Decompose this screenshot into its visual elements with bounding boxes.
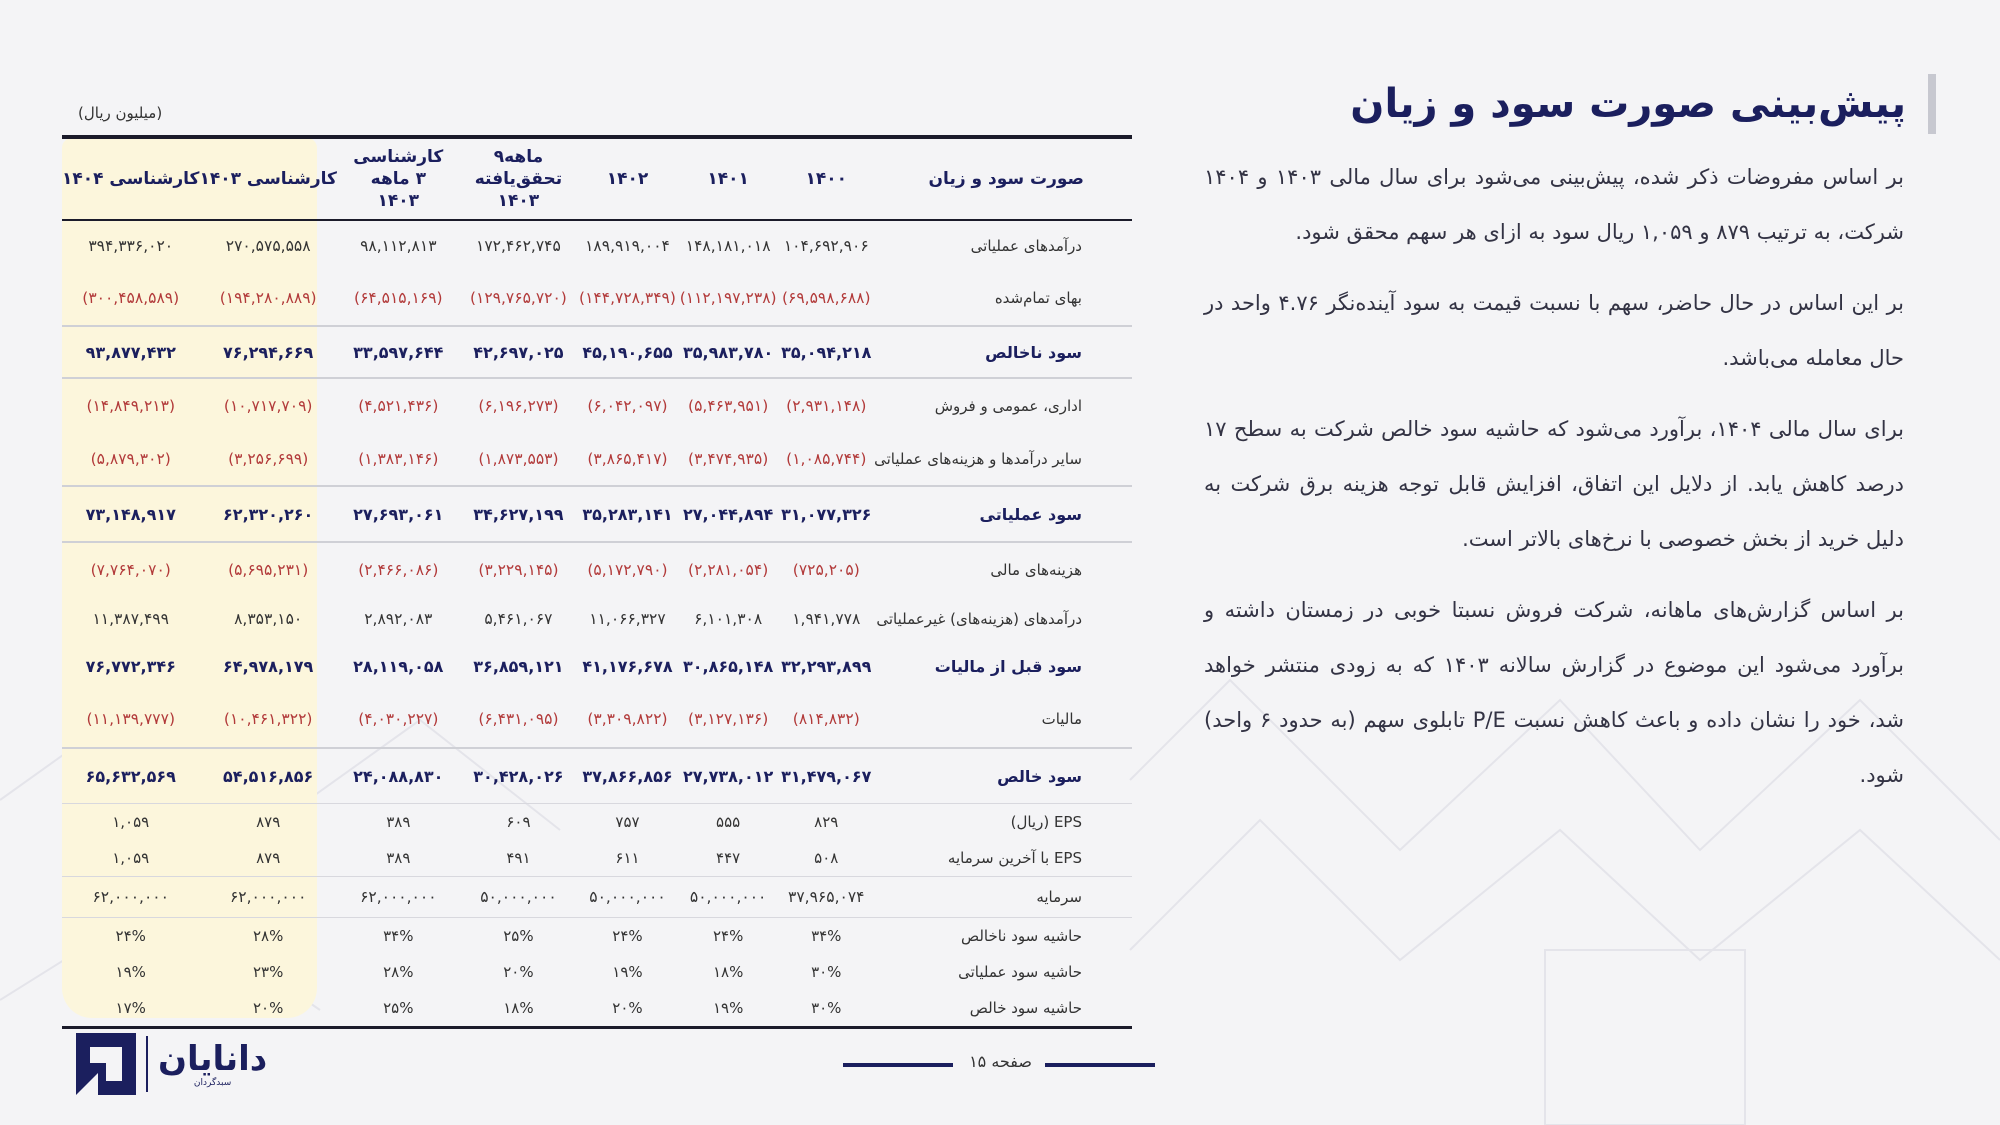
table-cell: (۱,۸۷۳,۵۵۳) [460,433,577,486]
table-cell: ۵,۴۶۱,۰۶۷ [484,610,553,628]
page-title: پیش‌بینی صورت سود و زیان [1350,81,1906,127]
table-cell: ۲۴% [712,927,744,945]
table-cell: (۶۹,۵۹۸,۶۸۸) [778,271,874,326]
table-cell: ۲۰% [577,990,678,1028]
table-cell: ۲۸% [383,963,414,981]
table-cell: ۶۵,۶۳۲,۵۶۹ [62,748,199,804]
title-accent-bar [1928,74,1936,134]
row-label: سود ناخالص [874,326,1132,378]
table-header-row [62,137,1132,220]
row-label: حاشیه سود خالص [874,990,1132,1028]
table-row [62,271,1132,326]
table-row [62,748,1132,804]
table-cell: (۱۰,۷۱۷,۷۰۹) [223,397,313,415]
row-label: درآمدهای عملیاتی [970,237,1082,255]
table-cell: ۹۳,۸۷۷,۴۳۲ [62,326,199,378]
table-row [62,840,1132,877]
table-cell: (۱۹۴,۲۸۰,۸۸۹) [199,271,336,326]
table-cell: ۳۴,۶۲۷,۱۹۹ [460,486,577,542]
table-cell: ۵۴,۵۱۶,۸۵۶ [199,748,336,804]
table-cell: ۳۱,۴۷۹,۰۶۷ [778,748,874,804]
table-cell: ۱,۹۴۱,۷۷۸ [792,610,861,628]
table-row [62,597,1132,641]
table-cell: (۲,۹۳۱,۱۴۸) [786,397,867,415]
table-cell: ۳۰% [778,990,874,1028]
logo-divider [146,1036,148,1092]
col-header: کارشناسی ۳ ماهه ۱۴۰۳ [337,137,460,220]
table-cell: ۲۵% [337,990,460,1028]
table-row [62,641,1132,691]
table-cell: (۱۴,۸۴۹,۲۱۳) [86,397,175,415]
table-cell: ۱۷۲,۴۶۲,۷۴۵ [476,237,561,255]
table-cell: ۶۰۹ [506,813,531,831]
col-header: ۱۴۰۱ [678,137,779,220]
table-cell: ۷۳,۱۴۸,۹۱۷ [62,486,199,542]
table-cell: ۶۴,۹۷۸,۱۷۹ [223,656,314,676]
paragraph: بر اساس گزارش‌های ماهانه، شرکت فروش نسبتا خوبی در زمستان داشته و برآورد می‌شود این موضوع در گزارش سالانه ۱۴۰۳ که به زودی منتشر خواهد شد، خود را نشان داده و باعث کاهش نسبت P/E تابلوی سهم (به حدود ۶ واحد) شود. [1204,598,1905,787]
table-cell: ۴۴۷ [678,840,779,877]
row-label: سود خالص [874,748,1132,804]
row-label: حاشیه سود ناخالص [960,927,1082,945]
table-cell: ۱۹% [115,963,146,981]
table-cell: (۴,۵۲۱,۴۳۶) [358,397,439,415]
col-header: ۱۴۰۲ [577,137,678,220]
table-cell: ۳۰,۸۶۵,۱۴۸ [683,656,774,676]
table-cell: ۱۱,۰۶۶,۳۲۷ [589,610,666,628]
table-row [62,918,1132,955]
table-cell: ۲۵% [503,927,534,945]
table-cell: ۲۸% [252,927,284,945]
table-cell: ۱,۰۵۹ [112,813,150,831]
table-cell: ۱۸۹,۹۱۹,۰۰۴ [585,237,670,255]
table-cell: ۵۰,۰۰۰,۰۰۰ [678,877,779,918]
table-cell: ۵۰,۰۰۰,۰۰۰ [577,877,678,918]
table-cell: ۸,۳۵۳,۱۵۰ [234,610,303,628]
row-label: سود قبل از مالیات [934,656,1082,676]
table-row [62,691,1132,748]
table-cell: ۷۵۷ [615,813,640,831]
table-cell: (۵,۴۶۳,۹۵۱) [688,397,769,415]
table-cell: (۷,۷۶۴,۰۷۰) [90,561,171,579]
table-cell: ۳۱,۰۷۷,۳۲۶ [778,486,874,542]
table-cell: ۳۶,۸۵۹,۱۲۱ [473,656,564,676]
table-cell: ۳۲,۲۹۳,۸۹۹ [781,656,872,676]
logo-mark-icon [76,1033,136,1095]
paragraph: بر اساس مفروضات ذکر شده، پیش‌بینی می‌شود برای سال مالی ۱۴۰۳ و ۱۴۰۴ شرکت، به ترتیب ۸۷۹ و ۱,۰۵۹ ریال سود به ازای هر سهم محقق شود. [1204,165,1904,244]
table-cell: ۱۹% [678,990,779,1028]
table-cell: ۶۲,۰۰۰,۰۰۰ [199,877,336,918]
table-cell: ۳۳,۵۹۷,۶۴۴ [337,326,460,378]
table-cell: ۴۱,۱۷۶,۶۷۸ [582,656,673,676]
table-cell: ۲۷,۷۳۸,۰۱۲ [678,748,779,804]
table-cell: ۷۶,۷۷۲,۳۴۶ [85,656,176,676]
table-cell: (۴,۰۳۰,۲۲۷) [337,691,460,748]
col-header: کارشناسی ۱۴۰۳ [199,137,336,220]
income-statement-table [62,135,1132,1029]
row-label: مالیات [874,691,1132,748]
table-cell: (۳,۸۶۵,۴۱۷) [577,433,678,486]
table-cell: ۳۰% [811,963,842,981]
table-cell: ۶۲,۳۲۰,۲۶۰ [199,486,336,542]
table-cell: (۳,۲۵۶,۶۹۹) [199,433,336,486]
logo [76,1033,267,1095]
table-cell: ۵۵۵ [716,813,741,831]
table-row [62,954,1132,990]
table-cell: (۱۴۴,۷۲۸,۳۴۹) [577,271,678,326]
table-cell: ۴۵,۱۹۰,۶۵۵ [577,326,678,378]
col-header: ۹ماهه تحقق‌یافته ۱۴۰۳ [460,137,577,220]
table-row [62,220,1132,271]
table-cell: (۵,۸۷۹,۳۰۲) [62,433,199,486]
table-cell: ۱,۰۵۹ [62,840,199,877]
table-cell: ۳۵,۹۸۳,۷۸۰ [678,326,779,378]
table-cell: (۶,۱۹۶,۲۷۳) [478,397,559,415]
table-cell: ۹۸,۱۱۲,۸۱۳ [360,237,437,255]
table-cell: ۴۹۱ [460,840,577,877]
table-cell: (۱,۳۸۳,۱۴۶) [337,433,460,486]
logo-name: دانایان [158,1039,268,1079]
table-cell: ۳۷,۸۶۶,۸۵۶ [577,748,678,804]
table-cell: ۳۵,۲۸۳,۱۴۱ [577,486,678,542]
table-cell: (۳,۳۰۹,۸۲۲) [577,691,678,748]
table-cell: ۶۱۱ [577,840,678,877]
table-cell: ۲,۸۹۲,۰۸۳ [364,610,433,628]
table-cell: ۸۷۹ [256,813,281,831]
table-cell: (۱۱۲,۱۹۷,۲۳۸) [678,271,779,326]
table-row [62,378,1132,433]
table-cell: (۳,۲۲۹,۱۴۵) [478,561,559,579]
table-cell: ۲۷,۰۴۴,۸۹۴ [678,486,779,542]
table-row [62,877,1132,918]
table-cell: ۵۰۸ [778,840,874,877]
table-cell: (۷۲۵,۲۰۵) [792,561,860,579]
table-cell: ۲۴,۰۸۸,۸۳۰ [337,748,460,804]
row-label: هزینه‌های مالی [990,561,1082,579]
table-cell: (۱,۰۸۵,۷۴۴) [778,433,874,486]
table-cell: ۲۴% [612,927,643,945]
row-label: بهای تمام‌شده [874,271,1132,326]
table-cell: ۲۷,۶۹۳,۰۶۱ [337,486,460,542]
table-row [62,542,1132,597]
table-cell: ۳۸۹ [337,840,460,877]
logo-subtitle: سبدگردان [193,1078,232,1088]
table-cell: ۱۹% [612,963,643,981]
table-cell: ۳۴% [383,927,414,945]
table-cell: ۳۴% [811,927,842,945]
row-label: درآمدهای (هزینه‌های) غیرعملیاتی [876,610,1082,628]
table-cell: ۱۸% [460,990,577,1028]
table-cell: ۸۷۹ [199,840,336,877]
table-cell: ۶۲,۰۰۰,۰۰۰ [62,877,199,918]
table-cell: ۳۷,۹۶۵,۰۷۴ [778,877,874,918]
unit-label: (میلیون ریال) [78,104,163,122]
table-cell: ۲۴% [115,927,146,945]
table-cell: ۲۸,۱۱۹,۰۵۸ [353,656,444,676]
row-label: اداری، عمومی و فروش [934,397,1082,415]
table-cell: ۳۸۹ [386,813,411,831]
footer-line [843,1063,953,1067]
table-cell: ۴۲,۶۹۷,۰۲۵ [460,326,577,378]
col-header: صورت سود و زیان [874,137,1132,220]
table-cell: (۱۱,۱۳۹,۷۷۷) [62,691,199,748]
table-cell: ۲۳% [252,963,284,981]
table-cell: (۳,۴۷۴,۹۳۵) [678,433,779,486]
table-cell: (۶۴,۵۱۵,۱۶۹) [337,271,460,326]
table-cell: (۶,۰۴۲,۰۹۷) [587,397,668,415]
table-cell: (۱۲۹,۷۶۵,۷۲۰) [460,271,577,326]
table-cell: (۲,۴۶۶,۰۸۶) [358,561,439,579]
table-cell: ۳۰,۴۲۸,۰۲۶ [460,748,577,804]
table-cell: (۳۰۰,۴۵۸,۵۸۹) [62,271,199,326]
row-label: EPS با آخرین سرمایه [874,840,1132,877]
table-row [62,990,1132,1028]
table-cell: (۸۱۴,۸۳۲) [778,691,874,748]
table-row [62,804,1132,841]
table-cell: (۵,۶۹۵,۲۳۱) [228,561,309,579]
row-label: سود عملیاتی [874,486,1132,542]
table-cell: ۶۲,۰۰۰,۰۰۰ [337,877,460,918]
row-label: سایر درآمدها و هزینه‌های عملیاتی [874,433,1132,486]
table-cell: ۳۹۴,۳۳۶,۰۲۰ [88,237,174,255]
table-cell: ۳۵,۰۹۴,۲۱۸ [778,326,874,378]
table-row [62,433,1132,486]
col-header: ۱۴۰۰ [778,137,874,220]
table-cell: ۱۱,۳۸۷,۴۹۹ [92,610,169,628]
row-label: EPS (ریال) [1010,813,1082,831]
table-row [62,486,1132,542]
table-cell: ۵۰,۰۰۰,۰۰۰ [460,877,577,918]
paragraph: برای سال مالی ۱۴۰۴، برآورد می‌شود که حاشیه سود خالص شرکت به سطح ۱۷ درصد کاهش یابد. از دلایل این اتفاق، افزایش قابل توجه هزینه برق شرکت به دلیل خرید از بخش خصوصی با نرخ‌های بالاتر است. [1204,417,1905,551]
table-cell: ۷۶,۲۹۴,۶۶۹ [199,326,336,378]
table-row [62,326,1132,378]
col-header: کارشناسی ۱۴۰۴ [62,137,199,220]
table-cell: ۱۴۸,۱۸۱,۰۱۸ [685,237,771,255]
table-cell: (۱۰,۴۶۱,۳۲۲) [199,691,336,748]
row-label: سرمایه [874,877,1132,918]
table-cell: ۱۷% [62,990,199,1028]
analysis-text [1204,150,1904,819]
table-cell: (۲,۲۸۱,۰۵۴) [688,561,769,579]
footer-line [1045,1063,1155,1067]
table-cell: ۲۰% [503,963,534,981]
table-cell: (۳,۱۲۷,۱۳۶) [678,691,779,748]
table-cell: ۶,۱۰۱,۳۰۸ [694,610,763,628]
table-cell: ۸۲۹ [814,813,839,831]
table-cell: ۱۸% [712,963,744,981]
table-cell: ۲۰% [199,990,336,1028]
table-cell: ۱۰۴,۶۹۲,۹۰۶ [783,237,869,255]
paragraph: بر این اساس در حال حاضر، سهم با نسبت قیمت به سود آینده‌نگر ۴.۷۶ واحد در حال معامله می‌باشد. [1204,291,1904,370]
table-cell: (۵,۱۷۲,۷۹۰) [587,561,668,579]
row-label: حاشیه سود عملیاتی [958,963,1082,981]
title-block [1350,74,1936,134]
table-cell: (۶,۴۳۱,۰۹۵) [460,691,577,748]
page-number: صفحه ۱۵ [969,1052,1032,1071]
table-cell: ۲۷۰,۵۷۵,۵۵۸ [225,237,311,255]
